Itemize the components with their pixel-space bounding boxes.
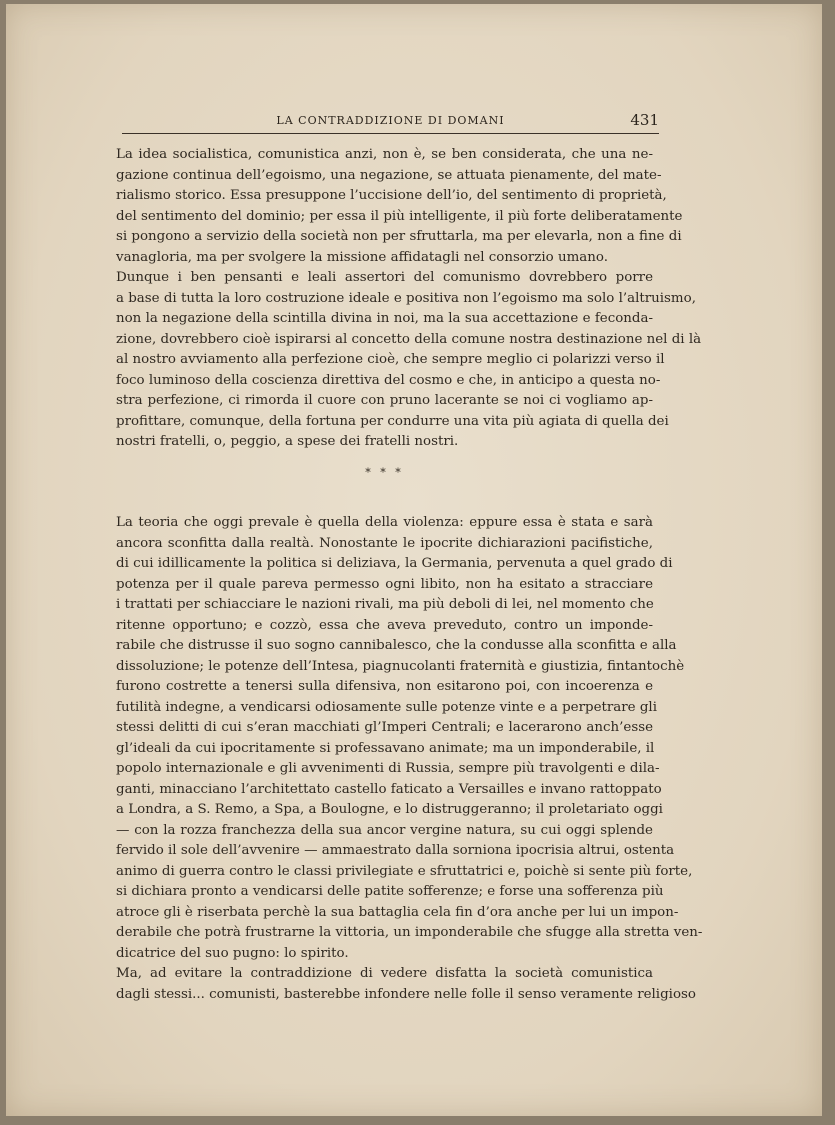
text-line: potenza per il quale pareva permesso ogni libito, non ha esitato a stracciare — [116, 576, 653, 592]
text-line — [116, 186, 667, 207]
section-separator: * * * — [365, 465, 404, 479]
text-line: non la negazione della scintilla divina in noi, ma la sua accettazione e feconda- — [116, 311, 653, 326]
text-line: gl’ideali da cui ipocritamente si professavano animate; ma un imponderabile, il — [116, 740, 655, 756]
text-line: stessi delitti di cui s’eran macchiati gl’Imperi Centrali; e lacerarono anch’esse — [116, 720, 653, 735]
page-number: 431 — [630, 111, 659, 129]
text-line: a base di tutta la loro costruzione ideale e positiva non l’egoismo ma solo l’altruismo, — [116, 290, 696, 306]
paragraph-1 — [116, 145, 683, 268]
body-text — [116, 145, 703, 1005]
paragraph-2 — [116, 268, 702, 453]
text-line: al nostro avviamento alla perfezione cioè, che sempre meglio ci polarizzi verso il — [116, 352, 665, 367]
text-line: La idea socialistica, comunistica anzi, non è, se ben considerata, che una ne- — [116, 147, 653, 162]
text-line: furono costrette a tenersi sulla difensiva, non esitarono poi, con incoerenza e — [116, 679, 653, 694]
text-line-part: rialismo storico. Essa presuppone l’uccisione dell’io, del sentimento di proprietà, — [116, 188, 667, 203]
text-line: fervido il sole dell’avvenire — ammaestrato dalla sorniona ipocrisia altrui, ostenta — [116, 843, 675, 858]
text-line: profittare, comunque, della fortuna per condurre una vita più agiata di quella dei — [116, 413, 669, 429]
text-line: vanagloria, ma per svolgere la missione affidatagli nel consorzio umano. — [116, 249, 608, 265]
text-line: Dunque i ben pensanti e leali assertori del comunismo dovrebbero porre — [116, 270, 653, 285]
text-line: del sentimento del dominio; per essa il più intelligente, il più forte deliberatamente — [116, 208, 683, 224]
text-line: i trattati per schiacciare le nazioni rivali, ma più deboli di lei, nel momento che — [116, 597, 654, 612]
text-line: derabile che potrà frustrarne la vittoria, un imponderabile che sfugge alla stretta ven- — [116, 925, 703, 940]
paragraph-3 — [116, 513, 703, 964]
text-line: dissoluzione; le potenze dell’Intesa, piagnucolanti fraternità e giustizia, fintantochè — [116, 658, 685, 674]
text-line: — con la rozza franchezza della sua ancor vergine natura, su cui oggi splende — [116, 822, 653, 838]
text-line: ritenne opportuno; e cozzò, essa che aveva preveduto, contro un imponde- — [116, 617, 653, 633]
text-line: dicatrice del suo pugno: lo spirito. — [116, 945, 349, 961]
text-line: ancora sconfitta dalla realtà. Nonostante le ipocrite dichiarazioni pacifistiche, — [116, 535, 653, 551]
text-line: di cui idillicamente la politica si deliziava, la Germania, pervenuta a quel grado di — [116, 556, 673, 571]
page-header — [122, 111, 659, 134]
text-line: foco luminoso della coscienza direttiva del cosmo e che, in anticipo a questa no- — [116, 372, 661, 388]
text-line: rabile che distrusse il suo sogno cannibalesco, che la condusse alla sconfitta e alla — [116, 638, 677, 653]
text-line: gazione continua dell’egoismo, una negazione, se attuata pienamente, del mate- — [116, 167, 662, 183]
text-line: si dichiara pronto a vendicarsi delle patite sofferenze; e forse una sofferenza più — [116, 884, 664, 899]
running-title: LA CONTRADDIZIONE DI DOMANI — [276, 114, 505, 127]
text-line: ganti, minacciano l’architettato castello faticato a Versailles e invano rattoppato — [116, 781, 662, 797]
text-line: La teoria che oggi prevale è quella della violenza: eppure essa è stata e sarà — [116, 515, 653, 530]
text-line: popolo internazionale e gli avvenimenti di Russia, sempre più travolgenti e dila- — [116, 761, 660, 776]
paragraph-4 — [116, 964, 696, 1005]
text-line: stra perfezione, ci rimorda il cuore con pruno lacerante se noi ci vogliamo ap- — [116, 393, 653, 408]
text-line: a Londra, a S. Remo, a Spa, a Boulogne, e lo distruggeranno; il proletariato oggi — [116, 802, 663, 817]
text-line: futilità indegne, a vendicarsi odiosamente sulle potenze vinte e a perpetrare gli — [116, 699, 657, 715]
text-line: si pongono a servizio della società non per sfruttarla, ma per elevarla, non a fine di — [116, 229, 682, 244]
text-line: Ma, ad evitare la contraddizione di vedere disfatta la società comunistica — [116, 966, 653, 981]
text-line: atroce gli è riserbata perchè la sua battaglia cela fin d’ora anche per lui un impon- — [116, 904, 679, 920]
text-line: dagli stessi... comunisti, basterebbe infondere nelle folle il senso veramente religioso — [116, 986, 696, 1002]
text-line: animo di guerra contro le classi privilegiate e sfruttatrici e, poichè si sente più forte, — [116, 863, 693, 879]
text-line: nostri fratelli, o, peggio, a spese dei fratelli nostri. — [116, 434, 459, 449]
text-line: zione, dovrebbero cioè ispirarsi al concetto della comune nostra destinazione nel di là — [116, 331, 702, 347]
